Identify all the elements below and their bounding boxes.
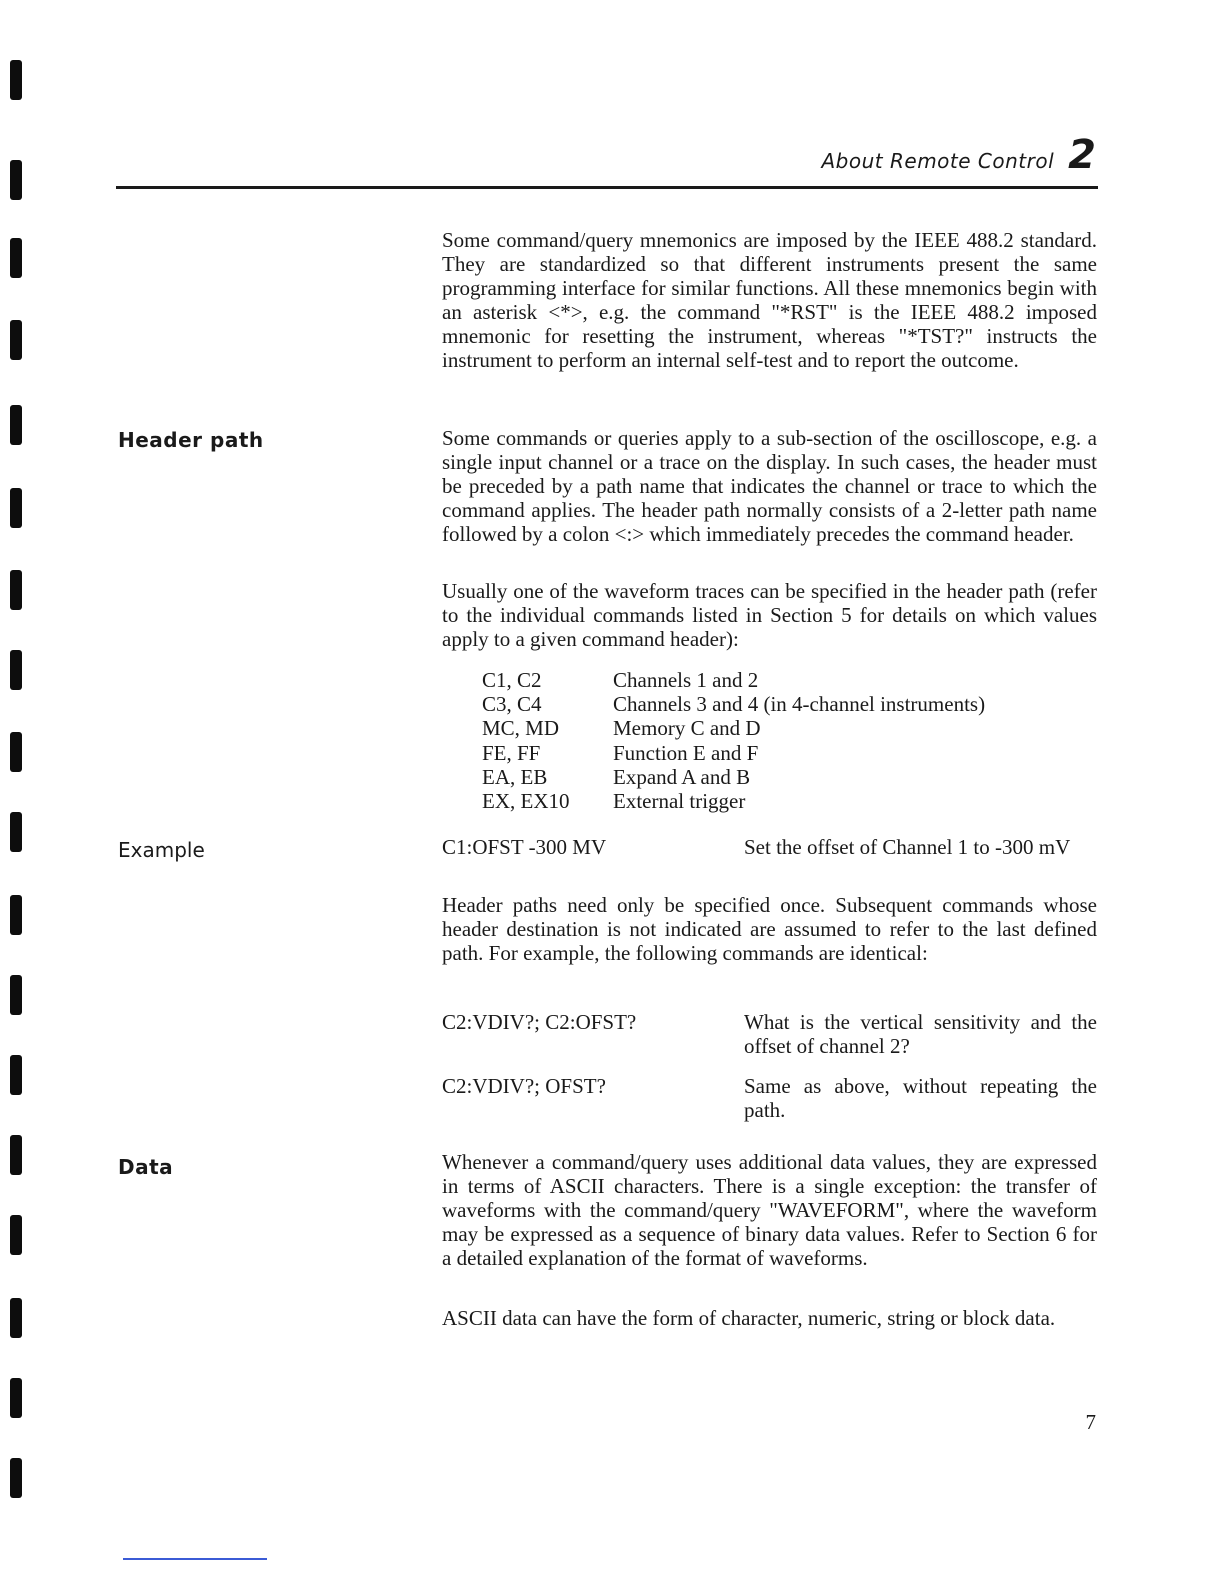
path-code: MC, MD	[482, 716, 560, 741]
binding-hole	[10, 570, 22, 610]
binding-hole	[10, 1298, 22, 1338]
binding-hole	[10, 732, 22, 772]
running-header	[822, 132, 1097, 178]
path-row	[482, 765, 985, 789]
header-path-paragraph-1: Some commands or queries apply to a sub-section of the oscilloscope, e.g. a single input channel or a trace on the display. In such cases, the header must be preceded by a path name that indicates the channel or trace to which the command applies. The header path normally consists of a 2-letter path name followed by a colon <:> which immediately precedes the command header.	[442, 426, 1097, 546]
path-meaning: External trigger	[613, 789, 746, 814]
path-row	[482, 741, 985, 765]
path-meaning: Channels 1 and 2	[613, 668, 759, 692]
binding-hole	[10, 1215, 22, 1255]
section-label-data: Data	[118, 1155, 174, 1179]
example-description: Same as above, without repeating the path.	[744, 1074, 1097, 1122]
binding-hole	[10, 60, 22, 100]
header-path-list	[482, 668, 985, 813]
binding-hole	[10, 975, 22, 1015]
example-description: What is the vertical sensitivity and the offset of channel 2?	[744, 1010, 1097, 1058]
path-row	[482, 668, 985, 692]
binding-hole	[10, 895, 22, 935]
path-code: FE, FF	[482, 740, 541, 765]
path-code: EX, EX10	[482, 789, 570, 814]
binding-hole	[10, 320, 22, 360]
path-row	[482, 789, 985, 813]
binding-hole	[10, 488, 22, 528]
binding-hole	[10, 160, 22, 200]
example-description: Set the offset of Channel 1 to -300 mV	[744, 835, 1071, 859]
chapter-number: 2	[1068, 132, 1096, 178]
example-command: C2:VDIV?; C2:OFST?	[442, 1010, 637, 1034]
path-code: C3, C4	[482, 692, 542, 717]
binding-hole	[10, 650, 22, 690]
binding-hole	[10, 812, 22, 852]
section-label-example: Example	[118, 838, 205, 862]
path-meaning: Memory C and D	[613, 716, 761, 741]
example-paragraph: Header paths need only be specified once. Subsequent commands whose header destination is not indicated are assumed to refer to the last defined path. For example, the following commands are identical:	[442, 893, 1097, 965]
example-command: C1:OFST -300 MV	[442, 835, 607, 859]
binding-hole	[10, 238, 22, 278]
path-meaning: Channels 3 and 4 (in 4-channel instruments)	[613, 692, 986, 717]
path-meaning: Function E and F	[613, 740, 759, 765]
path-code: EA, EB	[482, 764, 548, 789]
path-code: C1, C2	[482, 668, 542, 692]
binding-hole	[10, 1458, 22, 1498]
binding-hole	[10, 1135, 22, 1175]
footer-line	[123, 1558, 267, 1560]
path-row	[482, 692, 985, 716]
data-paragraph-1: Whenever a command/query uses additional data values, they are expressed in terms of ASCII characters. There is a single exception: the transfer of waveforms with the command/query "WAVEFORM", where the waveform may be expressed as a sequence of binary data values. Refer to Section 6 for a detailed explanation of the format of waveforms.	[442, 1150, 1097, 1270]
header-rule	[116, 186, 1098, 189]
header-path-paragraph-2: Usually one of the waveform traces can be specified in the header path (refer to the individual commands listed in Section 5 for details on which values apply to a given command header):	[442, 579, 1097, 651]
intro-paragraph: Some command/query mnemonics are imposed by the IEEE 488.2 standard. They are standardized so that different instruments present the same programming interface for similar functions. All these mnemonics begin with an asterisk <*>, e.g. the command "*RST" is the IEEE 488.2 imposed mnemonic for resetting the instrument, whereas "*TST?" instructs the instrument to perform an internal self-test and to report the outcome.	[442, 228, 1097, 372]
page-number: 7	[1085, 1410, 1096, 1434]
path-row	[482, 716, 985, 740]
binding-hole	[10, 1378, 22, 1418]
section-label-header-path: Header path	[118, 428, 264, 452]
running-header-title: About Remote Control	[821, 149, 1055, 173]
data-paragraph-2: ASCII data can have the form of character, numeric, string or block data.	[442, 1306, 1056, 1330]
binding-hole	[10, 1055, 22, 1095]
path-meaning: Expand A and B	[613, 764, 751, 789]
example-command: C2:VDIV?; OFST?	[442, 1074, 606, 1098]
binding-hole	[10, 405, 22, 445]
